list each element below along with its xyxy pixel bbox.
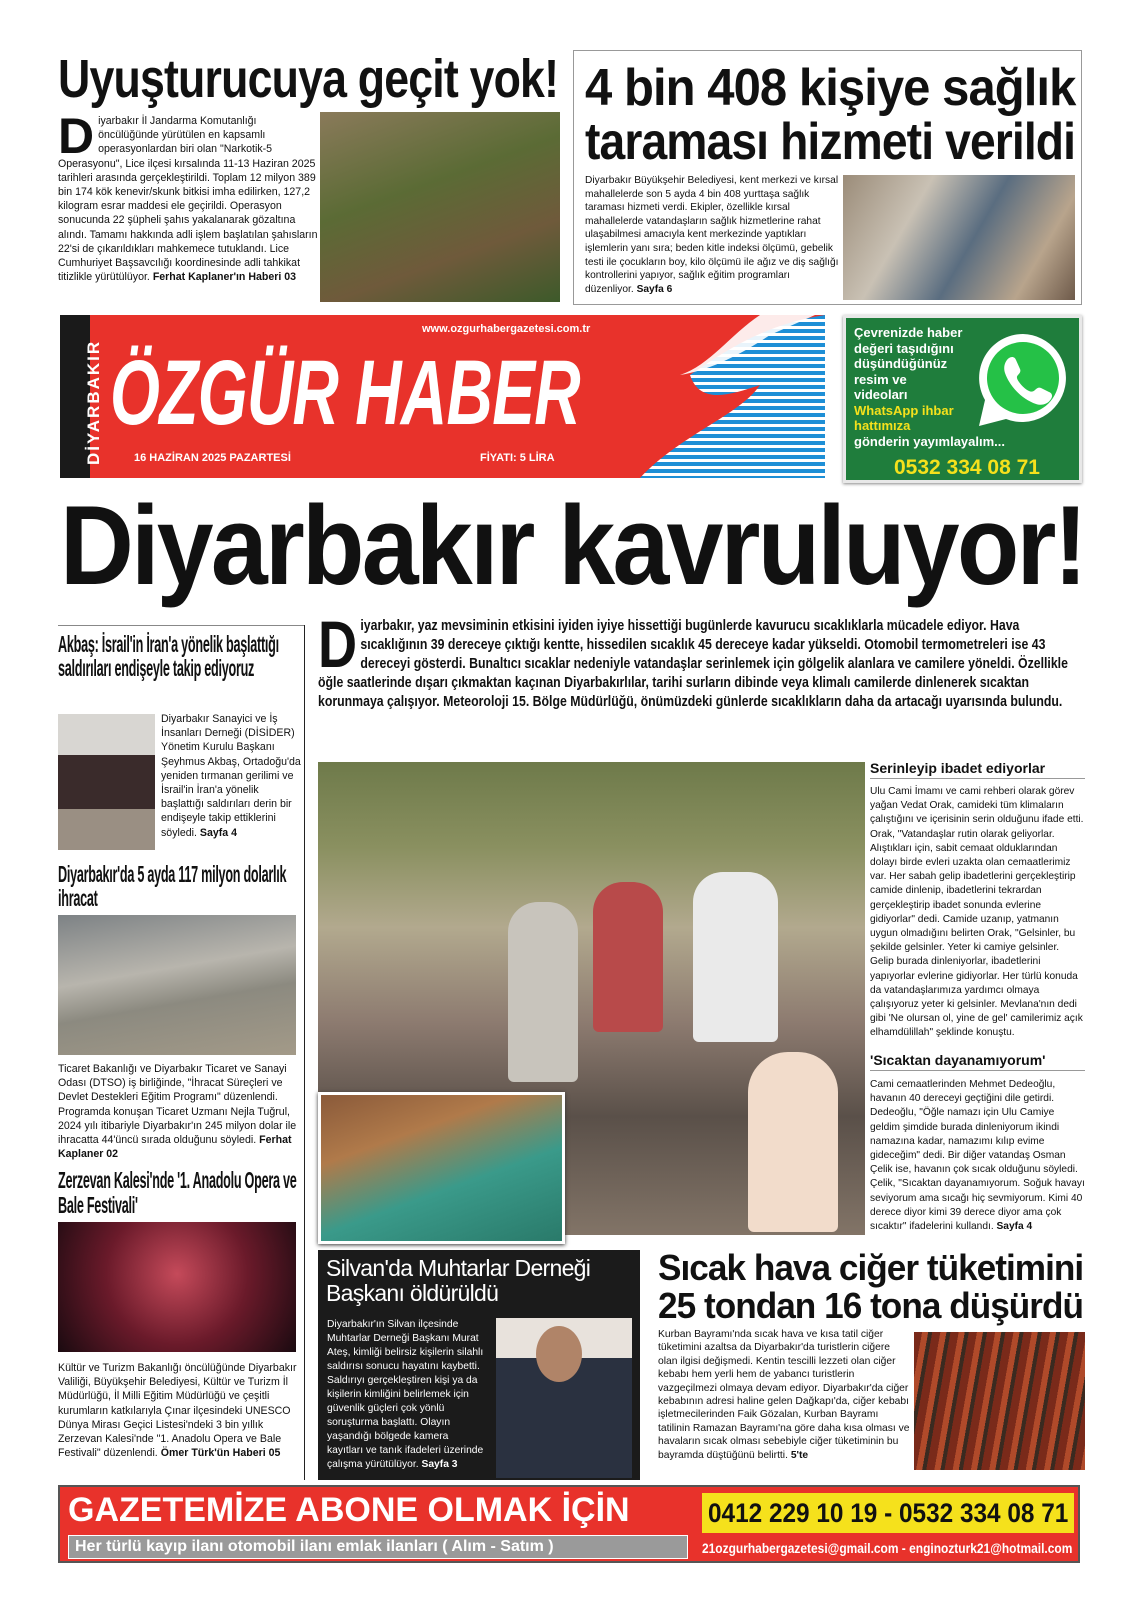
side-1-title: Serinleyip ibadet ediyorlar — [870, 760, 1085, 779]
story-credit: 5'te — [790, 1449, 809, 1461]
subscription-banner — [58, 1485, 1080, 1563]
story-credit: Sayfa 4 — [199, 826, 237, 839]
left-story-1-text — [161, 712, 301, 840]
story-credit: Ferhat Kaplaner'ın Haberi 03 — [152, 271, 297, 284]
side-1-text: Ulu Cami İmamı ve cami rehberi olarak görev yağan Vedat Orak, camideki tüm klimaların çalıştığını ve içerisinin serin olduğunu ifade etti. Orak, "Vatandaşlar rutin olarak geliyorlar. Alıştıkları için, sabit cemaat olduklarından dolayı birde evleri uzakta olan cemaatlerimiz var. Her sabah gelip ibadetlerini gerçekleştirip camide dinlenip, ibadetlerini tekrardan gerçekleştirip ibadet sonunda evlerine gidiyorlar" dedi. Camide uzanıp, yatmanın uygun olmadığını belirten Orak, "Gelsinler, bu şekilde gelsinler. Yeter ki camiye gelsinler. Gelip burada dinleniyorlar, ibadetlerini yapıyorlar evlerine gidiyorlar. Her türlü konuda da vatandaşlarımıza yardımcı olmaya çalışıyoruz yeter ki gelsinler. Mevlana'nın dedi gibi 'Ne olursan ol, yine de gel' camilerimiz açık elhamdülillah" şeklinde konuştu. — [870, 786, 1084, 1039]
masthead-price: FİYATI: 5 LİRA — [480, 452, 555, 464]
left-story-3-headline: Zerzevan Kalesi'nde '1. Anadolu Opera ve Bale Festivali' — [58, 1167, 297, 1218]
whatsapp-line: düşündüğünüz — [854, 356, 948, 371]
story-credit: Ferhat Kaplaner 02 — [58, 1134, 292, 1161]
silvan-headline: Silvan'da Muhtarlar Derneği Başkanı öldürüldü — [326, 1255, 591, 1306]
left-story-3-text — [58, 1361, 301, 1460]
opera-festival-photo — [58, 1222, 296, 1352]
phone-numbers: 0412 229 10 19 - 0532 334 08 71 — [708, 1498, 1069, 1528]
top-right-story — [585, 174, 840, 296]
top-right-headline-1: 4 bin 408 kişiye sağlık — [585, 59, 1076, 117]
main-lead — [318, 607, 1085, 711]
health-screening-photo — [843, 175, 1075, 300]
story-credit: Sayfa 6 — [636, 283, 673, 295]
whatsapp-line: resim ve — [854, 371, 907, 387]
silvan-box — [318, 1250, 640, 1480]
ciger-headline-2: 25 tondan 16 tona düşürdü — [658, 1285, 1084, 1326]
top-left-headline: Uyuşturucuya geçit yok! — [58, 49, 559, 109]
cannabis-field-photo — [320, 112, 560, 302]
story-text: iyarbakır İl Jandarma Komutanlığı öncülüğünde yürütülen en kapsamlı operasyonlardan biri olan "Narkotik-5 Operasyonu", Lice ilçesi kırsalında 11-13 Haziran 2025 tarihleri arasında gerçekleştirildi. Toplam 12 milyon 389 bin 174 kök kenevir/skunk bitkisi imha edilirken, 127,2 kilogram esrar maddesi ele geçirildi. Operasyon sonucunda 22 şüpheli şahıs yakalanarak gözaltına alındı. Tamamı hakkında adli işlem başlatılan şahısların 22'si de çıkarıldıkları mahkemece tutuklandı. Lice Cumhuriyet Başsavcılığı koordinesinde adli tahkikat titizlikle yürütülüyor. — [58, 115, 318, 284]
masthead — [60, 315, 825, 478]
email-addresses[interactable]: 21ozgurhabergazetesi@gmail.com - enginozturk21@hotmail.com — [702, 1540, 1073, 1556]
whatsapp-highlight: hattımıza — [854, 418, 911, 433]
drop-cap: D — [58, 108, 95, 164]
top-right-headline-2: taraması hizmeti verildi — [585, 113, 1076, 171]
left-story-2-headline: Diyarbakır'da 5 ayda 117 milyon dolarlık ihracat — [58, 861, 287, 911]
story-text: Diyarbakır'ın Silvan ilçesinde Muhtarlar Derneği Başkanı Murat Ateş, kimliği belirsiz kişilerin silahlı saldırısı sonucu hayatını kaybetti. Saldırıyı gerçekleştiren kişi ya da kişilerin kimliğini belirlemek için güvenlik güçleri çok yönlü soruşturma başlattı. Olayın yaşandığı bölgede kamera kayıtları ve tanık ifadeleri üzerinde çalışma yürütülüyor. — [327, 1319, 484, 1470]
story-credit: Ömer Türk'ün Haberi 05 — [160, 1447, 281, 1460]
whatsapp-phone[interactable]: 0532 334 08 71 — [894, 456, 1040, 479]
story-text: Ticaret Bakanlığı ve Diyarbakır Ticaret ve Sanayi Odası (DTSO) iş birliğinde, "İhracat Süreçleri ve Devlet Destekleri Eğitim Programı" düzenlendi. Programda konuşan Ticaret Uzmanı Nejla Tuğrul, 2024 yılı itibariyle Diyarbakır'ın 245 milyon dolar ile ihracatta 44'üncü sırada olduğunu söyledi. — [58, 1063, 297, 1147]
top-left-story — [58, 108, 320, 284]
akbas-portrait-photo — [58, 714, 155, 850]
masthead-website: www.ozgurhabergazetesi.com.tr — [422, 323, 591, 335]
ciger-headline-1: Sıcak hava ciğer tüketimini — [658, 1247, 1084, 1288]
silvan-text — [327, 1318, 487, 1472]
whatsapp-tail: gönderin yayımlayalım... — [854, 433, 1005, 449]
ads-label — [68, 1535, 688, 1559]
mosque-resting-photo — [318, 1092, 565, 1244]
left-story-2-text — [58, 1062, 301, 1161]
whatsapp-line: Çevrenizde haber — [854, 325, 963, 340]
story-text: Kurban Bayramı'nda sıcak hava ve kısa tatil ciğer tüketimini azaltsa da Diyarbakır'da turistlerin ciğere olan ilgisi değişmedi. Kentin tescilli lezzeti olan ciğer kebabı hem yerli hem de yabancı turistlerin vazgeçilmezi olmaya devam ediyor. Diyarbakır'da ciğer kebabının adresi haline gelen Dağkapı'da, ciğer kebabı işletmecilerinden Faik Gözalan, Kurban Bayramı tatilinin Ramazan Bayramı'na göre daha kısa olması ve havaların sıcak olması sebebiyle ciğer tüketiminin bu bayramda düştüğünü belirtti. — [658, 1329, 910, 1461]
story-text: Diyarbakır Sanayici ve İş İnsanları Derneği (DİSİDER) Yönetim Kurulu Başkanı Şeyhmus Akbaş, Ortadoğu'da yeniden tırmanan gerilimi ve İsrail'in İran'a yönelik başlattığı saldırıları derin bir endişeyle takip ettiklerini söyledi. — [161, 713, 301, 839]
drop-cap: D — [318, 607, 358, 681]
left-story-1-headline: Akbaş: İsrail'in İran'a yönelik başlattığı saldırıları endişeyle takip ediyoruz — [58, 631, 279, 681]
story-text: Kültür ve Turizm Bakanlığı öncülüğünde Diyarbakır Valiliği, Büyükşehir Belediyesi, Kültür ve Turizm İl Müdürlüğü, İl Milli Eğitim Müdürlüğü ve çeşitli kurumların katkılarıyla Çınar ilçesindeki UNESCO Dünya Mirası Geçici Listesi'ndeki 3 bin yıllık Zerzevan Kalesi'nde "1. Anadolu Opera ve Bale Festivali" düzenlendi. — [58, 1362, 297, 1460]
phone-box[interactable] — [702, 1493, 1074, 1533]
side-2-text — [870, 1078, 1085, 1234]
lead-text: iyarbakır, yaz mevsiminin etkisini iyiden iyiye hissettiği bugünlerde kavurucu sıcaklıklarla mücadele ediyor. Hava sıcaklığının 39 dereceye çıktığı kentte, hissedilen sıcaklık 45 dereceye kadar yükseldi. Otomobil termometreleri ise 43 dereceyi gösterdi. Bunaltıcı sıcaklar nedeniyle vatandaşlar serinlemek için gölgelik alanlara ve camilere yöneldi. Özellikle öğle saatlerinde dışarı çıkmaktan kaçınan Diyarbakırlılar, tarihi surların dibinde veya klimalı camilerde dinlenerek sıcaktan korunmaya çalışıyor. Meteoroloji 15. Bölge Müdürlüğü, önümüzdeki günlerde sıcaklıkların daha da artacağı uyarısında bulundu. — [318, 617, 1068, 710]
whatsapp-box — [843, 315, 1082, 483]
main-headline: Diyarbakır kavruluyor! — [60, 483, 1085, 608]
murat-ates-photo — [496, 1318, 632, 1478]
ciger-text — [658, 1328, 910, 1462]
liver-kebab-photo — [914, 1332, 1085, 1470]
whatsapp-icon — [971, 328, 1075, 432]
masthead-title: ÖZGÜR HABER — [110, 342, 580, 444]
story-text: Diyarbakır Büyükşehir Belediyesi, kent merkezi ve kırsal mahallelerde son 5 ayda 4 bin 408 yurttaşa sağlık taraması hizmeti verdi. Ekipler, özellikle kırsal mahallelerde vatandaşların sağlık hizmetlerine rahat ulaşabilmesi amacıyla kent merkezinde yaptıkları işlemlerin yanı sıra; beden kitle indeksi ölçümü, gebelik testi ile çocukların boy, kilo ölçümü ile ağız ve diş sağlığı kontrollerini yapıyor, sağlık eğitim programları düzenliyor. — [585, 175, 839, 295]
column-divider — [304, 625, 305, 1480]
masthead-city: DİYARBAKIR — [84, 339, 103, 465]
whatsapp-line: videoları — [854, 387, 908, 402]
column-rule — [58, 625, 304, 626]
side-2-title: 'Sıcaktan dayanamıyorum' — [870, 1052, 1085, 1071]
subscribe-text: GAZETEMİZE ABONE OLMAK İÇİN — [68, 1491, 630, 1529]
story-text: Cami cemaatlerinden Mehmet Dedeoğlu, havanın 40 dereceyi geçtiğini dile getirdi. Dedeoğlu, "Öğle namazı için Ulu Camiye geldim şimdide burada dinleniyorum ikindi namazına kadar, namazımı kılıp evime gideceğim" dedi. Bir diğer vatandaş Osman Çelik ise, havanın çok sıcak olduğunu söyledi. Çelik, "Sıcaktan dayanamıyorum. Soğuk havayı seviyorum ama sıcağı hiç sevmiyorum. Kimi 40 derece diyor kimi 39 derece diyor ama çok sıcaktır" ifadelerini kullandı. — [870, 1079, 1085, 1233]
whatsapp-line: değeri taşıdığını — [854, 340, 954, 356]
masthead-blue-wing — [620, 315, 825, 478]
story-credit: Sayfa 3 — [421, 1459, 458, 1470]
whatsapp-highlight: WhatsApp ihbar — [854, 402, 954, 418]
masthead-date: 16 HAZİRAN 2025 PAZARTESİ — [134, 452, 291, 464]
industrial-zone-photo — [58, 915, 296, 1055]
ads-text: Her türlü kayıp ilanı otomobil ilanı emlak ilanları ( Alım - Satım ) — [75, 1538, 554, 1555]
story-credit: Sayfa 4 — [996, 1221, 1033, 1233]
